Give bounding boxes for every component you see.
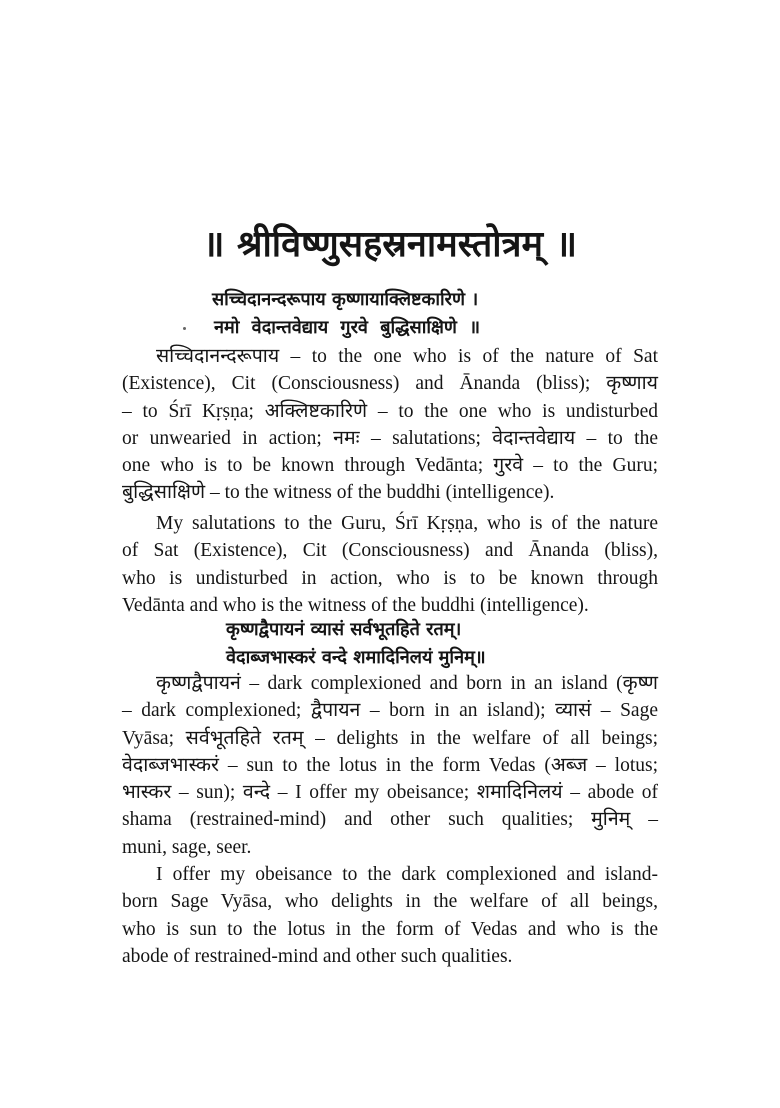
text-line: who is undisturbed in action, who is to be known through bbox=[122, 567, 658, 589]
verse-line: कृष्णद्वैपायनं व्यासं सर्वभूतहिते रतम्। bbox=[226, 619, 462, 640]
text-line: कृष्णद्वैपायनं – dark complexioned and born in an island (कृष्ण bbox=[156, 673, 658, 694]
text-line: born Sage Vyāsa, who delights in the welfare of all beings, bbox=[122, 891, 658, 913]
text-line: My salutations to the Guru, Śrī Kṛṣṇa, who is of the nature bbox=[156, 513, 658, 534]
text-line: (Existence), Cit (Consciousness) and Ānanda (bliss); कृष्णाय bbox=[122, 373, 658, 395]
text-line: abode of restrained-mind and other such qualities. bbox=[122, 945, 513, 967]
text-line: भास्कर – sun); वन्दे – I offer my obeisance; शमादिनिलयं – abode of bbox=[122, 782, 658, 804]
scan-speck bbox=[183, 327, 186, 330]
text-line: I offer my obeisance to the dark complexioned and island- bbox=[156, 864, 658, 885]
gloss-2 bbox=[122, 670, 658, 861]
verse-line: वेदाब्जभास्करं वन्दे शमादिनिलयं मुनिम्॥ bbox=[226, 647, 486, 668]
text-line: or unwearied in action; नमः – salutations; वेदान्तवेद्याय – to the bbox=[122, 427, 658, 449]
translation-2 bbox=[122, 861, 658, 970]
text-line: बुद्धिसाक्षिणे – to the witness of the buddhi (intelligence). bbox=[122, 482, 555, 504]
translation-1 bbox=[122, 510, 658, 619]
text-line: shama (restrained-mind) and other such qualities; मुनिम् – bbox=[122, 809, 658, 831]
text-line: who is sun to the lotus in the form of Vedas and who is the bbox=[122, 918, 658, 940]
text-line: वेदाब्जभास्करं – sun to the lotus in the form Vedas (अब्ज – lotus; bbox=[122, 754, 658, 776]
text-line: muni, sage, seer. bbox=[122, 836, 252, 858]
text-line: one who is to be known through Vedānta; गुरवे – to the Guru; bbox=[122, 455, 658, 477]
text-line: Vedānta and who is the witness of the buddhi (intelligence). bbox=[122, 594, 589, 616]
verse-2 bbox=[0, 616, 780, 672]
verse-1 bbox=[0, 286, 780, 342]
gloss-1 bbox=[122, 343, 658, 507]
text-line: of Sat (Existence), Cit (Consciousness) and Ānanda (bliss), bbox=[122, 540, 658, 562]
page-title: ॥ श्रीविष्णुसहस्रनामस्तोत्रम् ॥ bbox=[202, 224, 578, 265]
text-line: – dark complexioned; द्वैपायन – born in an island); व्यासं – Sage bbox=[122, 700, 658, 722]
text-line: Vyāsa; सर्वभूतहिते रतम् – delights in the welfare of all beings; bbox=[122, 727, 658, 749]
text-line: – to Śrī Kṛṣṇa; अक्लिष्टकारिणे – to the one who is undisturbed bbox=[122, 400, 658, 422]
text-line: सच्चिदानन्दरूपाय – to the one who is of the nature of Sat bbox=[156, 346, 658, 367]
verse-line: नमो वेदान्तवेद्याय गुरवे बुद्धिसाक्षिणे ॥ bbox=[214, 317, 480, 338]
verse-line: सच्चिदानन्दरूपाय कृष्णायाक्लिष्टकारिणे । bbox=[212, 289, 479, 310]
